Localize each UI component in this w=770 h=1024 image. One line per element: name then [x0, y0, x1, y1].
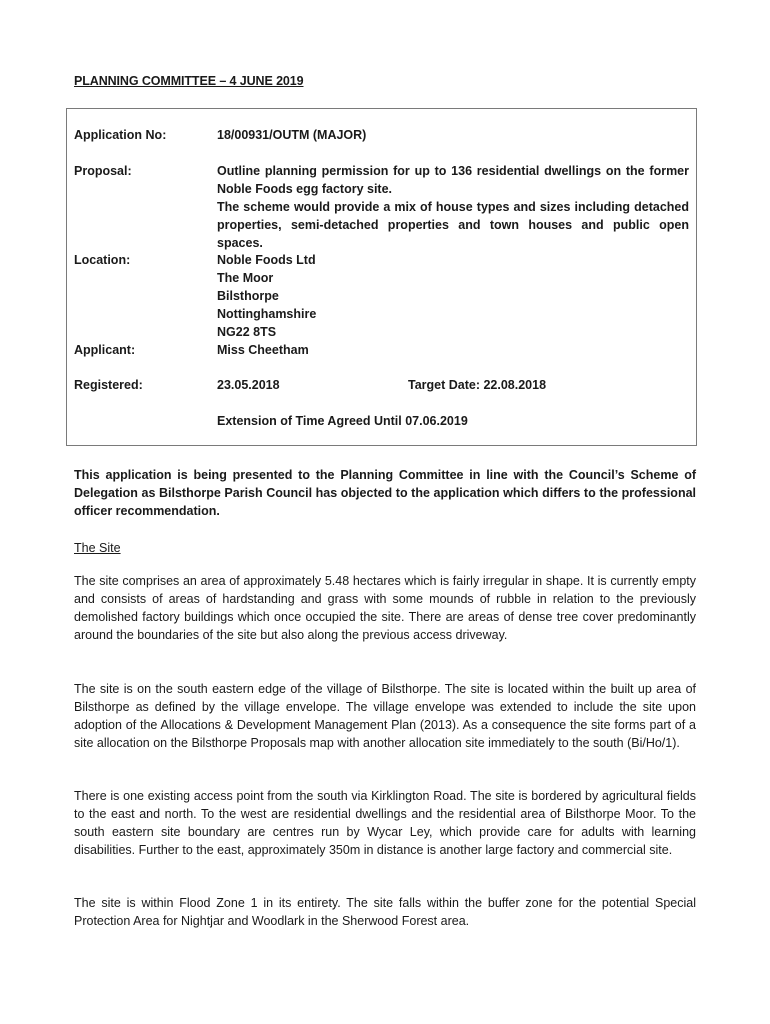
proposal-line-2: The scheme would provide a mix of house types and sizes including detached properties, semi-detached properties and town houses and public open spaces.	[217, 200, 689, 250]
application-number-label: Application No:	[74, 128, 167, 142]
applicant-label: Applicant:	[74, 343, 136, 357]
proposal-text	[217, 162, 689, 252]
address-line: NG22 8TS	[217, 325, 277, 339]
address-line: Noble Foods Ltd	[217, 253, 316, 267]
site-paragraph-2: The site is on the south eastern edge of the village of Bilsthorpe. The site is located within the built up area of Bilsthorpe as defined by the village envelope. The village envelope was extended to include the site upon adoption of the Allocations & Development Management Plan (2013). As a consequence the site forms part of a site allocation on the Bilsthorpe Proposals map with another allocation site immediately to the south (Bi/Ho/1).	[74, 682, 696, 750]
extension-of-time: Extension of Time Agreed Until 07.06.2019	[217, 414, 468, 428]
intro-paragraph: This application is being presented to the Planning Committee in line with the Council’s Scheme of Delegation as Bilsthorpe Parish Council has objected to the application which differs to the professional officer recommendation.	[74, 468, 696, 518]
site-paragraph-3: There is one existing access point from the south via Kirklington Road. The site is bordered by agricultural fields to the east and north. To the west are residential dwellings and the residential area of Bilsthorpe Moor. To the south eastern site boundary are centres run by Wycar Ley, which provide care for adults with learning disabilities. Further to the east, approximately 350m in distance is another large factory and commercial site.	[74, 789, 696, 857]
site-paragraph-1: The site comprises an area of approximately 5.48 hectares which is fairly irregular in shape. It is currently empty and consists of areas of hardstanding and grass with some mounds of rubble in relation to the previously demolished factory buildings which once occupied the site. There are areas of dense tree cover predominantly around the boundaries of the site but also along the previous access driveway.	[74, 574, 696, 642]
proposal-line-1: Outline planning permission for up to 136 residential dwellings on the former Noble Foods egg factory site.	[217, 164, 689, 196]
address-line: Nottinghamshire	[217, 307, 317, 321]
registered-date: 23.05.2018	[217, 378, 280, 392]
site-heading: The Site	[74, 541, 121, 555]
location-address	[217, 251, 316, 341]
address-line: The Moor	[217, 271, 274, 285]
address-line: Bilsthorpe	[217, 289, 279, 303]
applicant-value: Miss Cheetham	[217, 343, 309, 357]
application-info-box	[66, 108, 697, 446]
proposal-label: Proposal:	[74, 164, 132, 178]
location-label: Location:	[74, 253, 131, 267]
application-number-value: 18/00931/OUTM (MAJOR)	[217, 128, 367, 142]
site-paragraph-4: The site is within Flood Zone 1 in its entirety. The site falls within the buffer zone for the potential Special Protection Area for Nightjar and Woodlark in the Sherwood Forest area.	[74, 896, 696, 928]
registered-label: Registered:	[74, 378, 143, 392]
page-title: PLANNING COMMITTEE – 4 JUNE 2019	[74, 74, 304, 88]
target-date: Target Date: 22.08.2018	[408, 378, 547, 392]
